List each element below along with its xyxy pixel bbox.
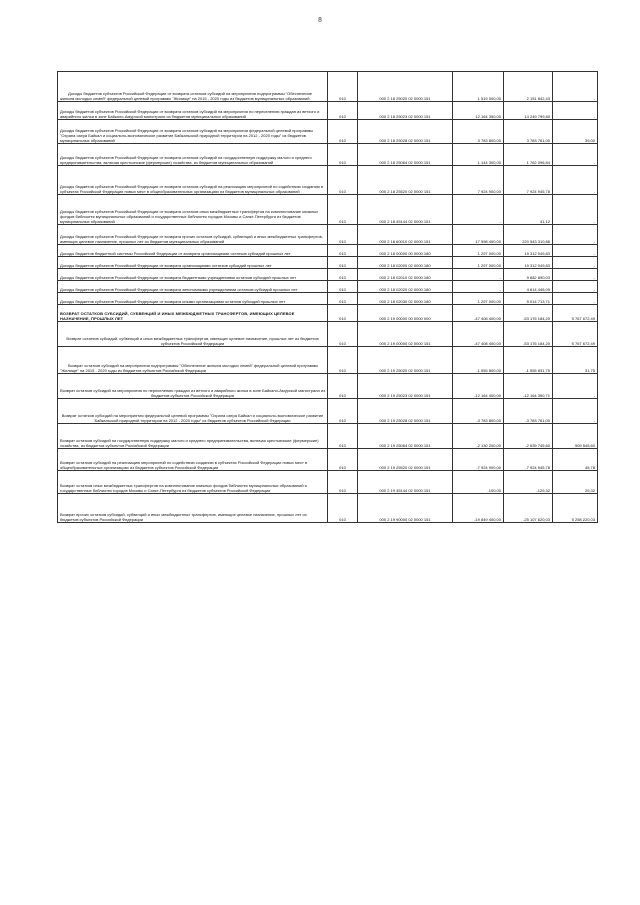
table-row — [58, 257, 598, 269]
row-budget-code-cell: 000 2 18 00000 00 0000 180 — [358, 245, 453, 257]
row-line-code-cell: 010 — [328, 102, 358, 120]
row-budget-code-cell: 000 2 19 25028 02 0000 151 — [358, 399, 453, 424]
row-budget-code-cell: 000 2 18 25020 02 0000 151 — [358, 72, 453, 102]
row-budget-code-cell: 000 2 19 25020 02 0000 151 — [358, 347, 453, 374]
table-row — [58, 225, 598, 245]
table-row — [58, 166, 598, 195]
row-approved-cell: -47 408 400,00 — [453, 322, 504, 347]
row-line-code-cell: 010 — [328, 257, 358, 269]
table-row — [58, 72, 598, 102]
row-name-cell: Возврат остатков субсидий на мероприятия по переселению граждан из ветхого и аварийного жилья в зоне Байкало-Амурской магистрали из бюджетов субъектов Российской Федерации — [58, 374, 328, 399]
row-name-cell: Доходы бюджетов субъектов Российской Федерации от возврата автономными учреждениями остатков субсидий прошлых лет — [58, 281, 328, 293]
row-budget-code-cell: 000 2 19 90000 02 0000 151 — [358, 494, 453, 523]
row-unexecuted-cell: 509 545,60 — [553, 424, 598, 449]
row-executed-cell: 220 543 310,86 — [504, 225, 553, 245]
row-name-cell: Доходы бюджетов субъектов Российской Федерации от возврата остатков иных межбюджетных трансфертов на комплектование книжных фондов библиотек муниципальных образований и государственных библиотек городов Москвы и Санкт-Петербурга из бюджетов муниципальных образований — [58, 195, 328, 225]
row-name-cell: Возврат остатков иных межбюджетных трансфертов на комплектование книжных фондов библиотек муниципальных образований и государственных библиотек городов Москвы и Санкт-Петербурга из бюджетов субъектов Российской Федерации — [58, 471, 328, 494]
table-row — [58, 195, 598, 225]
row-unexecuted-cell: - — [553, 269, 598, 281]
row-line-code-cell: 010 — [328, 494, 358, 523]
row-approved-cell: 1 297 000,00 — [453, 257, 504, 269]
row-unexecuted-cell: - — [553, 144, 598, 166]
row-executed-cell: 4 614 446,09 — [504, 281, 553, 293]
row-unexecuted-cell: - — [553, 257, 598, 269]
row-unexecuted-cell: 5 767 672,49 — [553, 322, 598, 347]
table-row — [58, 374, 598, 399]
row-budget-code-cell: 000 2 19 25520 02 0000 151 — [358, 449, 453, 471]
row-executed-cell: -7 924 945,78 — [504, 449, 553, 471]
row-executed-cell: -3 783 761,00 — [504, 399, 553, 424]
row-approved-cell: 17 598 400,00 — [453, 225, 504, 245]
row-unexecuted-cell: - — [553, 166, 598, 195]
table-row — [58, 347, 598, 374]
table-row — [58, 305, 598, 322]
table-row — [58, 281, 598, 293]
row-approved-cell: -1 555 800,00 — [453, 347, 504, 374]
table-row — [58, 120, 598, 144]
row-unexecuted-cell: 39,00 — [553, 120, 598, 144]
row-budget-code-cell: 000 2 18 02010 02 0000 180 — [358, 269, 453, 281]
row-unexecuted-cell: - — [553, 245, 598, 257]
row-name-cell: Доходы бюджетов субъектов Российской Федерации от возврата остатков субсидий на мероприятия федеральной целевой программы "Охрана озера Байкал и социально-экономическое развитие Байкальской природной территории на 2012 - 2020 годы" из бюджетов муниципальных образований — [58, 120, 328, 144]
row-unexecuted-cell: 45,78 — [553, 449, 598, 471]
table-row — [58, 424, 598, 449]
row-approved-cell: -12 164 400,00 — [453, 374, 504, 399]
row-executed-cell: 2 151 842,43 — [504, 72, 553, 102]
row-line-code-cell: 010 — [328, 471, 358, 494]
row-executed-cell: 9 682 890,03 — [504, 269, 553, 281]
table-row — [58, 449, 598, 471]
row-unexecuted-cell: 31,75 — [553, 347, 598, 374]
row-line-code-cell: 010 — [328, 424, 358, 449]
row-budget-code-cell: 000 2 19 00000 00 0000 000 — [358, 305, 453, 322]
row-executed-cell: 14 249 799,80 — [504, 102, 553, 120]
row-approved-cell: 3 783 800,00 — [453, 120, 504, 144]
table-row — [58, 144, 598, 166]
row-unexecuted-cell: - — [553, 102, 598, 120]
row-approved-cell: -19 849 400,00 — [453, 494, 504, 523]
row-approved-cell: 7 924 900,00 — [453, 166, 504, 195]
row-line-code-cell: 010 — [328, 305, 358, 322]
row-budget-code-cell: 000 2 18 25028 02 0000 151 — [358, 120, 453, 144]
row-executed-cell: -1 555 831,75 — [504, 347, 553, 374]
row-budget-code-cell: 000 2 18 60010 02 0000 151 — [358, 225, 453, 245]
row-executed-cell: -25 107 620,03 — [504, 494, 553, 523]
row-name-cell: Возврат остатков субсидий, субвенций и иных межбюджетных трансфертов, имеющих целевое назначение, прошлых лет из бюджетов субъектов Российской Федерации — [58, 322, 328, 347]
report-table-body — [58, 72, 598, 523]
row-budget-code-cell: 000 2 19 25023 02 0000 151 — [358, 374, 453, 399]
row-line-code-cell: 010 — [328, 374, 358, 399]
row-budget-code-cell: 000 2 18 02000 02 0000 180 — [358, 257, 453, 269]
row-executed-cell: -2 639 745,60 — [504, 424, 553, 449]
row-executed-cell: 41,12 — [504, 195, 553, 225]
row-line-code-cell: 010 — [328, 281, 358, 293]
row-approved-cell: -2 130 200,00 — [453, 424, 504, 449]
table-row — [58, 494, 598, 523]
row-line-code-cell: 010 — [328, 166, 358, 195]
row-unexecuted-cell: 29,32 — [553, 471, 598, 494]
row-name-cell: Доходы бюджетов субъектов Российской Федерации от возврата остатков субсидий на мероприятия подпрограммы "Обеспечение жильем молодых семей" федеральной целевой программы "Жилище" на 2015 - 2020 годы из бюджетов муниципальных образований — [58, 72, 328, 102]
row-line-code-cell: 010 — [328, 449, 358, 471]
row-line-code-cell: 010 — [328, 195, 358, 225]
table-row — [58, 102, 598, 120]
row-executed-cell: -12 164 350,71 — [504, 374, 553, 399]
row-name-cell: ВОЗВРАТ ОСТАТКОВ СУБСИДИЙ, СУБВЕНЦИЙ И ИНЫХ МЕЖБЮДЖЕТНЫХ ТРАНСФЕРТОВ, ИМЕЮЩИХ ЦЕЛЕВОЕ НАЗНАЧЕНИЕ, ПРОШЛЫХ ЛЕТ — [58, 305, 328, 322]
row-approved-cell: - — [453, 195, 504, 225]
row-name-cell: Доходы бюджетов субъектов Российской Федерации от возврата остатков субсидий на государственную поддержку малого и среднего предпринимательства, включая крестьянские (фермерские) хозяйства, из бюджетов муниципальных образований — [58, 144, 328, 166]
row-line-code-cell: 010 — [328, 120, 358, 144]
row-unexecuted-cell: - — [553, 374, 598, 399]
row-unexecuted-cell: 5 767 672,49 — [553, 305, 598, 322]
row-name-cell: Доходы бюджетов субъектов Российской Федерации от возврата иными организациями остатков субсидий прошлых лет — [58, 293, 328, 305]
table-row — [58, 245, 598, 257]
row-name-cell: Доходы бюджетов субъектов Российской Федерации от возврата остатков субсидий на реализацию мероприятий по содействию созданию в субъектах Российской Федерации новых мест в общеобразовательных организациях из бюджетов муниципальных образований — [58, 166, 328, 195]
table-row — [58, 322, 598, 347]
row-executed-cell: -53 176 184,20 — [504, 305, 553, 322]
row-budget-code-cell: 000 2 18 25064 02 0000 151 — [358, 144, 453, 166]
row-line-code-cell: 010 — [328, 245, 358, 257]
row-unexecuted-cell: - — [553, 281, 598, 293]
row-name-cell: Возврат прочих остатков субсидий, субвенций и иных межбюджетных трансфертов, имеющих целевое назначение, прошлых лет из бюджетов субъектов Российской Федерации — [58, 494, 328, 523]
row-budget-code-cell: 000 2 18 02030 02 0000 180 — [358, 293, 453, 305]
page-number: 8 — [318, 16, 322, 24]
row-name-cell: Возврат остатков субсидий на реализацию мероприятий по содействию созданию в субъектах Российской Федерации новых мест в общеобразовательных организациях из бюджетов субъектов Российской Федерации — [58, 449, 328, 471]
table-row — [58, 471, 598, 494]
row-name-cell: Доходы бюджетов бюджетной системы Российской Федерации от возврата организациями остатков субсидий прошлых лет — [58, 245, 328, 257]
report-table — [57, 71, 598, 523]
row-line-code-cell: 010 — [328, 144, 358, 166]
row-name-cell: Доходы бюджетов субъектов Российской Федерации от возврата прочих остатков субсидий, субвенций и иных межбюджетных трансфертов, имеющих целевое назначение, прошлых лет из бюджетов муниципальных образований — [58, 225, 328, 245]
table-row — [58, 399, 598, 424]
row-budget-code-cell: 000 2 19 45144 02 0000 151 — [358, 471, 453, 494]
row-approved-cell: 1 519 000,00 — [453, 72, 504, 102]
row-name-cell: Доходы бюджетов субъектов Российской Федерации от возврата остатков субсидий на мероприятия по переселению граждан из ветхого и аварийного жилья в зоне Байкало-Амурской магистрали из бюджетов муниципальных образований — [58, 102, 328, 120]
row-unexecuted-cell: - — [553, 225, 598, 245]
row-budget-code-cell: 000 2 18 45144 02 0000 151 — [358, 195, 453, 225]
row-unexecuted-cell: 5 258 220,03 — [553, 494, 598, 523]
row-line-code-cell: 010 — [328, 322, 358, 347]
row-executed-cell: 19 312 049,83 — [504, 257, 553, 269]
row-name-cell: Доходы бюджетов субъектов Российской Федерации от возврата бюджетными учреждениями остатков субсидий прошлых лет — [58, 269, 328, 281]
row-approved-cell: 1 297 000,00 — [453, 245, 504, 257]
row-executed-cell: 5 014 713,71 — [504, 293, 553, 305]
row-line-code-cell: 010 — [328, 293, 358, 305]
row-approved-cell: -47 408 400,00 — [453, 305, 504, 322]
row-budget-code-cell: 000 2 19 25064 02 0000 151 — [358, 424, 453, 449]
row-approved-cell: -3 783 800,00 — [453, 399, 504, 424]
row-line-code-cell: 010 — [328, 225, 358, 245]
row-approved-cell: -100,00 — [453, 471, 504, 494]
row-executed-cell: -129,32 — [504, 471, 553, 494]
row-budget-code-cell: 000 2 18 25023 02 0000 151 — [358, 102, 453, 120]
row-name-cell: Возврат остатков субсидий на мероприятия подпрограммы "Обеспечение жильем молодых семей" федеральной целевой программы "Жилище" на 2015 - 2020 годы из бюджетов субъектов Российской Федерации — [58, 347, 328, 374]
row-unexecuted-cell: - — [553, 399, 598, 424]
row-budget-code-cell: 000 2 18 02020 02 0000 180 — [358, 281, 453, 293]
row-line-code-cell: 010 — [328, 347, 358, 374]
row-line-code-cell: 010 — [328, 269, 358, 281]
row-executed-cell: 7 924 945,78 — [504, 166, 553, 195]
row-approved-cell: - — [453, 281, 504, 293]
row-unexecuted-cell: - — [553, 195, 598, 225]
row-executed-cell: 19 312 049,83 — [504, 245, 553, 257]
table-row — [58, 293, 598, 305]
row-executed-cell: -53 176 184,20 — [504, 322, 553, 347]
table-row — [58, 269, 598, 281]
row-budget-code-cell: 000 2 18 25520 02 0000 151 — [358, 166, 453, 195]
row-name-cell: Доходы бюджетов субъектов Российской Федерации от возврата организациями остатков субсидий прошлых лет — [58, 257, 328, 269]
row-approved-cell: 1 297 000,00 — [453, 293, 504, 305]
row-name-cell: Возврат остатков субсидий на государственную поддержку малого и среднего предпринимательства, включая крестьянские (фермерские) хозяйства, из бюджетов субъектов Российской Федерации — [58, 424, 328, 449]
row-approved-cell: - — [453, 269, 504, 281]
row-executed-cell: 3 783 761,00 — [504, 120, 553, 144]
row-line-code-cell: 010 — [328, 72, 358, 102]
row-approved-cell: -7 924 900,00 — [453, 449, 504, 471]
row-unexecuted-cell: - — [553, 72, 598, 102]
row-approved-cell: 12 164 350,00 — [453, 102, 504, 120]
row-executed-cell: 1 762 096,84 — [504, 144, 553, 166]
row-name-cell: Возврат остатков субсидий на мероприятия федеральной целевой программы "Охрана озера Байкал и социально-экономическое развитие Байкальской природной территории на 2012 - 2020 годы" из бюджетов субъектов Российской Федерации — [58, 399, 328, 424]
row-unexecuted-cell: - — [553, 293, 598, 305]
row-budget-code-cell: 000 2 19 00000 02 0000 151 — [358, 322, 453, 347]
row-approved-cell: 1 144 300,00 — [453, 144, 504, 166]
row-line-code-cell: 010 — [328, 399, 358, 424]
